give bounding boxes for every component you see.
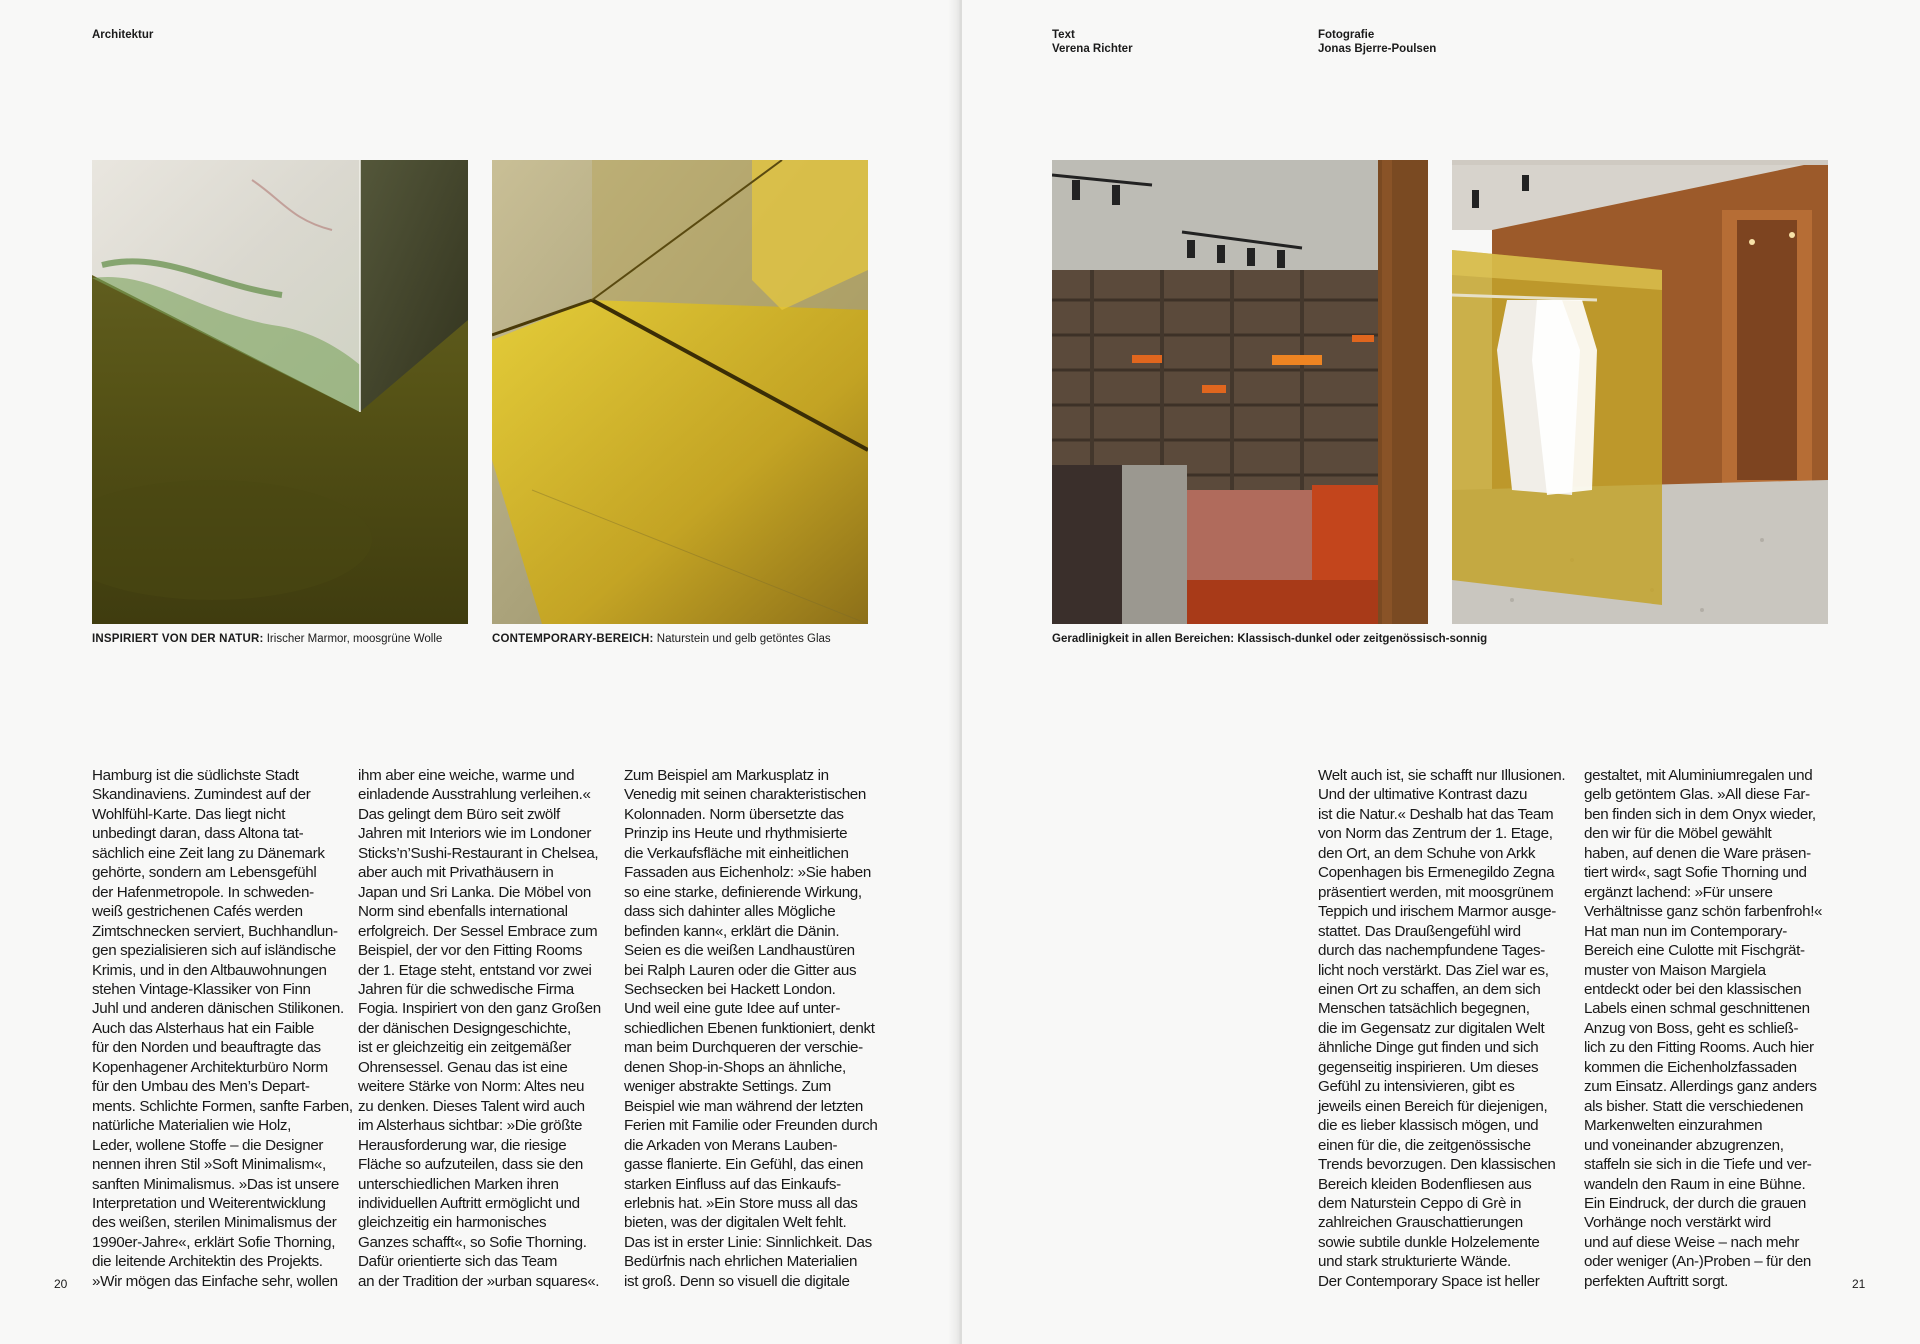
page-number-right: 21 [1852,1277,1866,1291]
text-column-3: Zum Beispiel am Markusplatz in Venedig mit seinen charakteristischen Kolonnaden. Norm übersetzte das Prinzip ins Heute und rhythmisierte die Verkaufsfläche mit einheitlichen Fassaden aus Eichenholz: »Sie haben so eine starke, definierende Wirkung, dass sich dahinter alles Mögliche befinden kann«, erklärt die Dänin. Seien es die weißen Landhaustüren bei Ralph Lauren oder die Gitter aus Sechsecken bei Hackett London. Und weil eine gute Idee auf unter- schiedlichen Ebenen funktioniert, denkt man beim Durchqueren der verschie- denen Shop-in-Shops an ähnliche, weniger abstrakte Settings. Zum Beispiel wie man während der letzten Ferien mit Familie oder Freunden durch die Arkaden von Merans Lauben- gasse flanierte. Ein Gefühl, das einen starken Einfluss auf das Einkaufs- erlebnis hat. »Ein Store muss all das bieten, was der digitalen Welt fehlt. Das ist in erster Linie: Sinnlichkeit. Das Bedürfnis nach ehrlichen Materialien ist groß. Denn so visuell die digitale [624,767,878,1290]
credit-name-photo: Jonas Bjerre-Poulsen [1318,43,1437,55]
credit-role-photo: Fotografie [1318,29,1375,41]
text-column-4: Welt auch ist, sie schafft nur Illusionen. Und der ultimative Kontrast dazu ist die Natur.« Deshalb hat das Team von Norm das Zentrum der 1. Etage, den Ort, an dem Schuhe von Arkk Copenhagen bis Ermenegildo Zegna präsentiert werden, mit moosgrünem Teppich und irischem Marmor ausge- stattet. Das Draußengefühl wird durch das nachempfundene Tages- licht noch verstärkt. Das Ziel war es, einen Ort zu schaffen, an dem sich Menschen tatsächlich begegnen, die im Gegensatz zur digitalen Welt ähnliche Dinge gut finden und sich gegenseitig inspirieren. Um dieses Gefühl zu intensivieren, gibt es jeweils einen Bereich für diejenigen, die es lieber klassisch mögen, und einen für die, die zeitgenössische Trends bevorzugen. Den klassischen Bereich kleiden Bodenfliesen aus dem Naturstein Ceppo di Grè in zahlreichen Grauschattierungen sowie subtile dunkle Holzelemente und stark strukturierte Wände. Der Contemporary Space ist heller [1318,767,1566,1290]
caption-photo-1: INSPIRIERT VON DER NATUR: Irischer Marmor, moosgrüne Wolle [92,633,443,645]
credit-photo [1318,28,1436,56]
page-number-left: 20 [54,1277,68,1291]
credit-role-text: Text [1052,29,1075,41]
right-page [962,0,1920,1344]
text-column-2: ihm aber eine weiche, warme und einladende Ausstrahlung verleihen.« Das gelingt dem Büro seit zwölf Jahren mit Interiors wie im Londoner Sticks’n’Sushi-Restaurant in Chelsea, aber auch mit Privathäusern in Japan und Sri Lanka. Die Möbel von Norm sind ebenfalls international erfolgreich. Der Sessel Embrace zum Beispiel, der vor den Fitting Rooms der 1. Etage steht, entstand vor zwei Jahren für die schwedische Firma Fogia. Inspiriert von den ganz Großen der dänischen Designgeschichte, ist er gleichzeitig ein zeitgemäßer Ohrensessel. Genau das ist eine weitere Stärke von Norm: Altes neu zu denken. Dieses Talent wird auch im Alsterhaus sichtbar: »Die größte Herausforderung war, die riesige Fläche so aufzuteilen, dass sie den unterschiedlichen Marken ihren individuellen Auftritt ermöglicht und gleichzeitig ein harmonisches Ganzes schafft«, so Sofie Thorning. Dafür orientierte sich das Team an der Tradition der »urban squares«. [358,767,601,1290]
caption-right-photos: Geradlinigkeit in allen Bereichen: Klassisch-dunkel oder zeitgenössisch-sonnig [1052,633,1488,645]
caption-photo-2: CONTEMPORARY-BEREICH: Naturstein und gelb getöntes Glas [492,633,831,645]
photo-dark-shelving-interior [1052,160,1428,624]
left-page [0,0,957,1344]
section-label: Architektur [92,29,154,41]
credit-name-text: Verena Richter [1052,43,1133,55]
text-column-5: gestaltet, mit Aluminiumregalen und gelb getöntem Glas. »All diese Far- ben finden sich in dem Onyx wieder, den wir für die Möbel gewählt haben, auf denen die Ware präsen- tiert wird«, sagt Sofie Thorning und ergänzt lachend: »Für unsere Verhältnisse ganz schön farbenfroh!« Hat man nun im Contemporary- Bereich eine Culotte mit Fischgrät- muster von Maison Margiela entdeckt oder bei den klassischen Labels einen schmal geschnittenen Anzug von Boss, geht es schließ- lich zu den Fitting Rooms. Auch hier kommen die Eichenholzfassaden zum Einsatz. Allerdings ganz anders als bisher. Statt die verschiedenen Markenwelten einzurahmen und voneinander abzugrenzen, staffeln sie sich in die Tiefe und ver- wandeln den Raum in eine Bühne. Ein Eindruck, der durch die grauen Vorhänge noch verstärkt wird und auf diese Weise – nach mehr oder weniger (An-)Proben – für den perfekten Auftritt sorgt. [1584,767,1823,1290]
photo-yellow-glass-stone [492,160,868,624]
photo-marble-moss-carpet [92,160,468,624]
photo-yellow-glass-fitting-area [1452,160,1828,624]
credit-text [1052,28,1133,56]
text-column-1: Hamburg ist die südlichste Stadt Skandinaviens. Zumindest auf der Wohlfühl-Karte. Das liegt nicht unbedingt daran, dass Altona tat- sächlich eine Zeit lang zu Dänemark gehörte, sondern am Lebensgefühl der Hafenmetropole. In schweden- weiß gestrichenen Cafés werden Zimtschnecken serviert, Buchhandlun- gen spezialisieren sich auf isländische Krimis, und in den Altbauwohnungen stehen Vintage-Klassiker von Finn Juhl und anderen dänischen Stilikonen. Auch das Alsterhaus hat ein Faible für den Norden und beauftragte das Kopenhagener Architekturbüro Norm für den Umbau des Men’s Depart- ments. Schlichte Formen, sanfte Farben, natürliche Materialien wie Holz, Leder, wollene Stoffe – die Designer nennen ihren Stil »Soft Minimalism«, sanften Minimalismus. »Das ist unsere Interpretation und Weiterentwicklung des weißen, sterilen Minimalismus der 1990er-Jahre«, erklärt Sofie Thorning, die leitende Architektin des Projekts. »Wir mögen das Einfache sehr, wollen [92,767,353,1290]
